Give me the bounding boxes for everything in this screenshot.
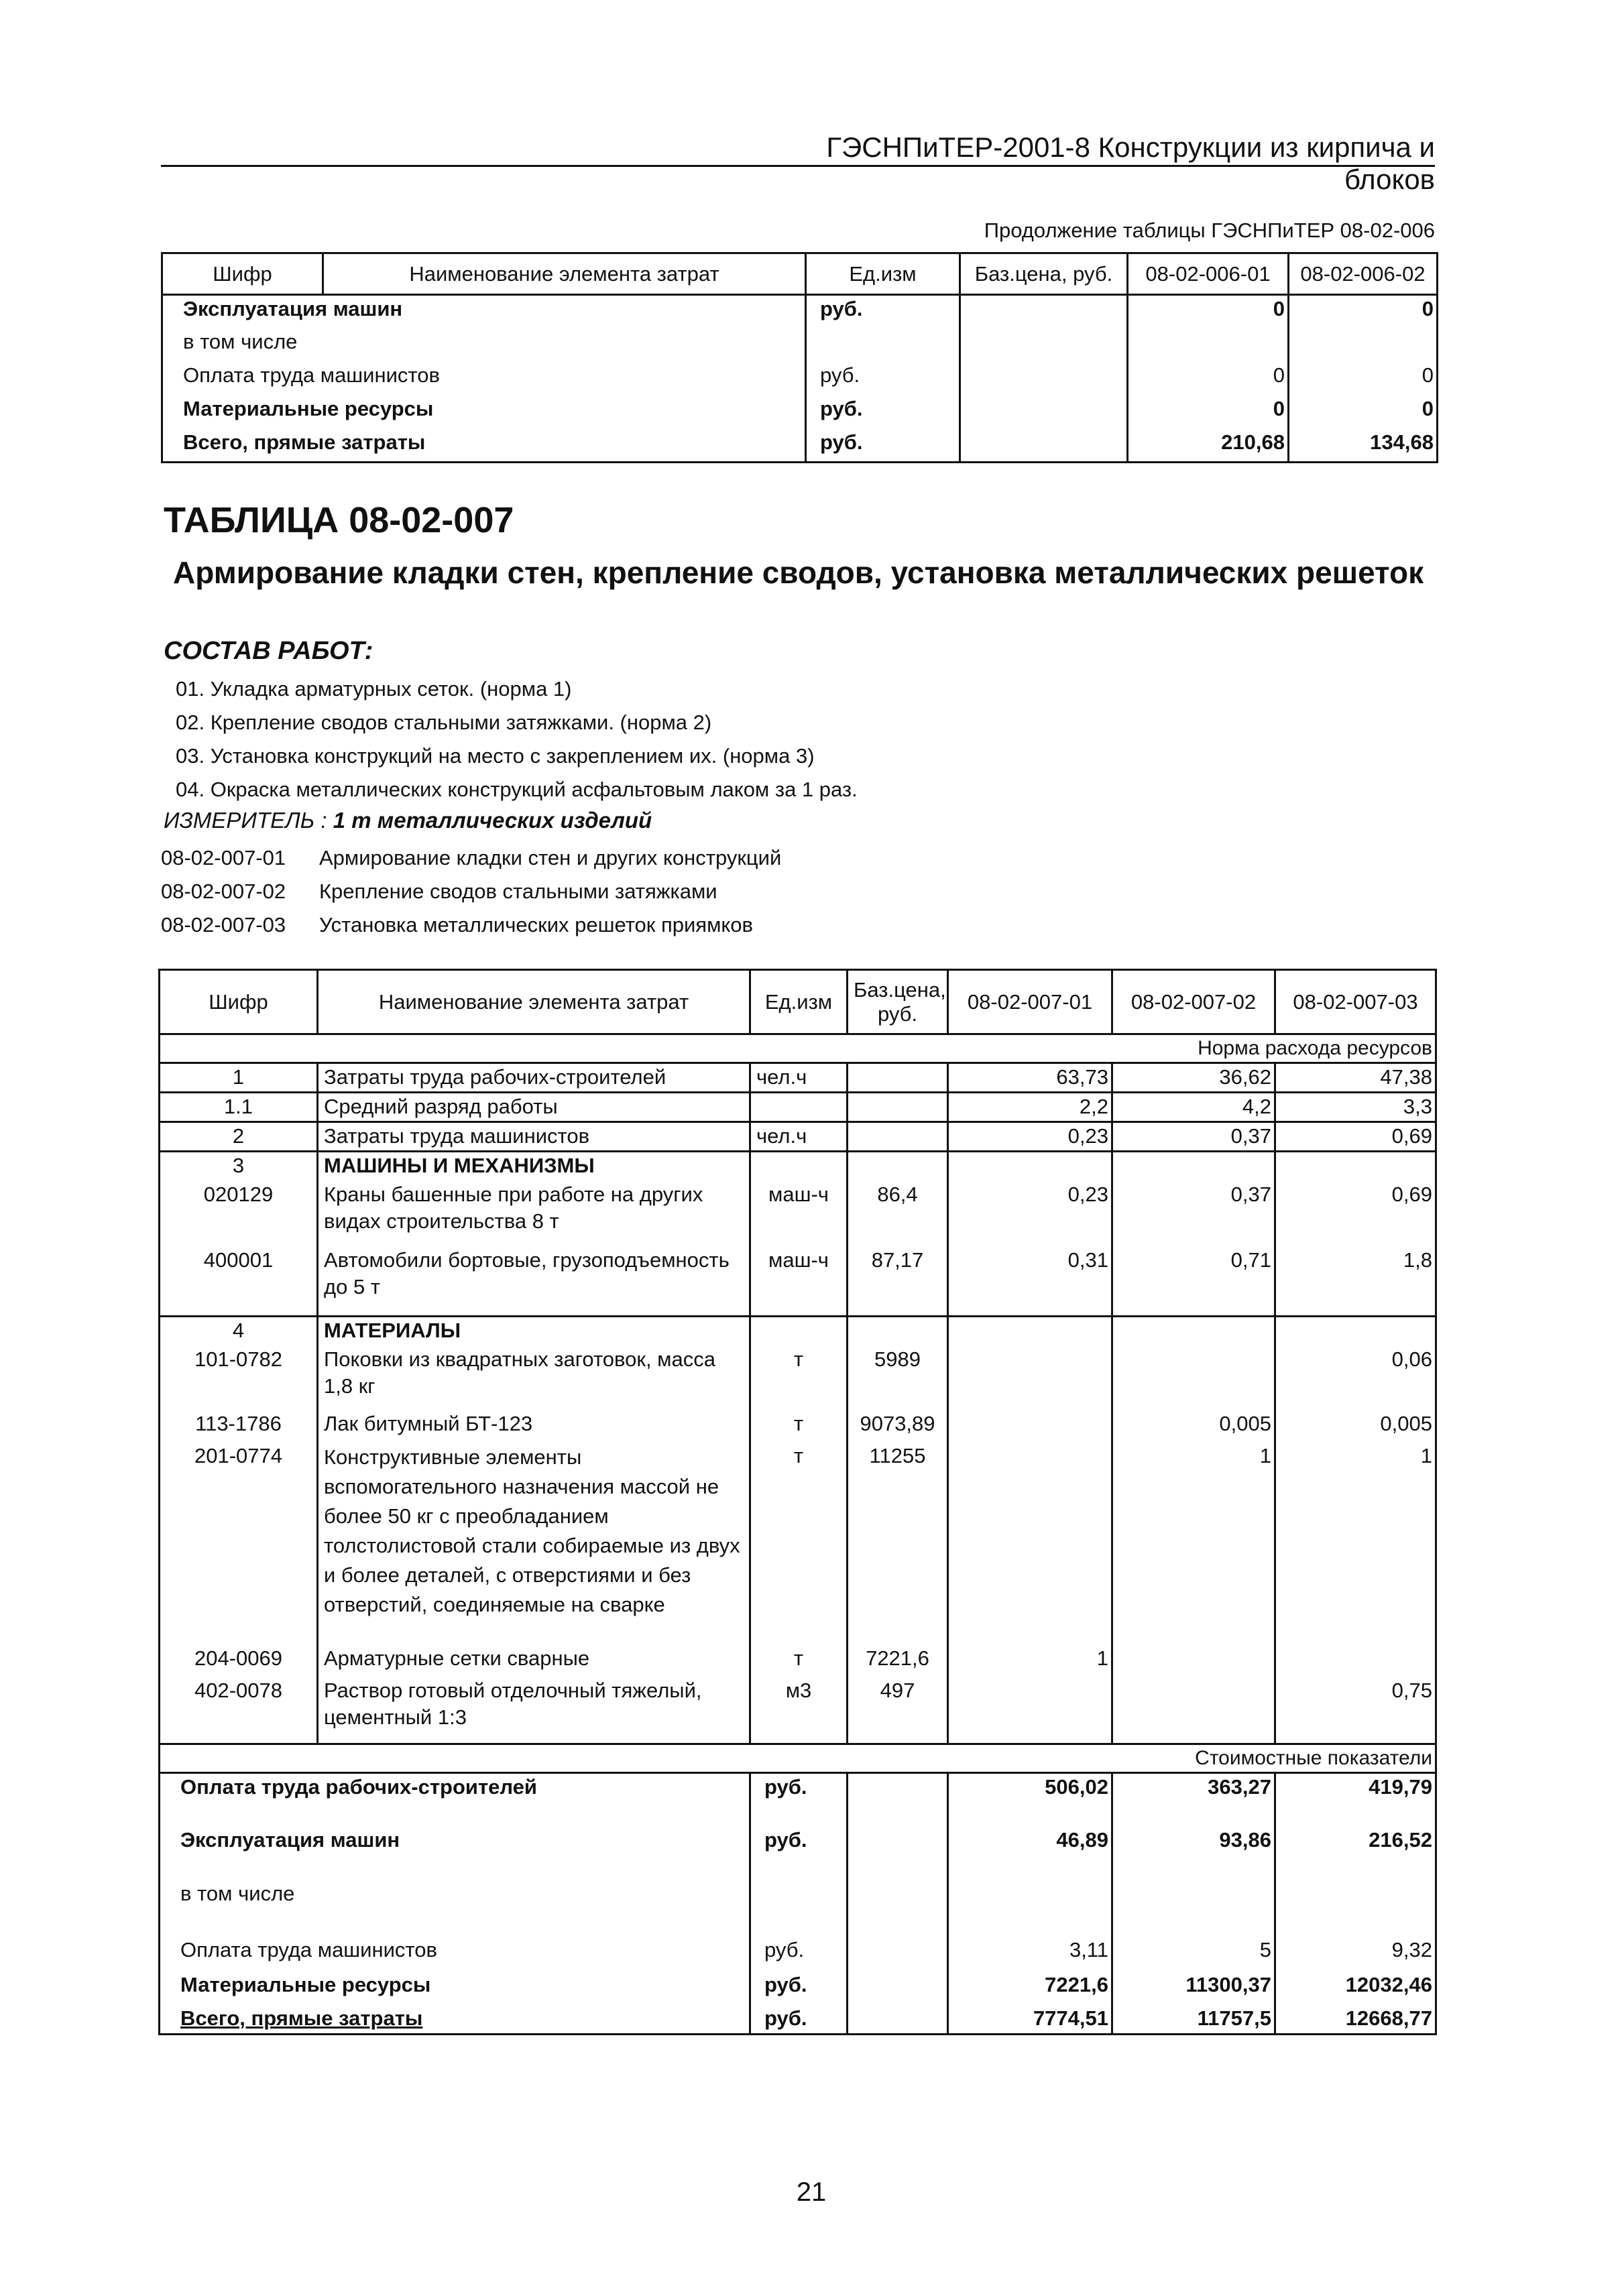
cost-v1: 7221,6: [948, 1972, 1112, 2005]
row-unit: т: [750, 1645, 848, 1677]
cost-unit: руб.: [750, 2005, 848, 2035]
prev-row-total: [162, 429, 1438, 463]
prev-row-v2: 0: [1289, 295, 1438, 328]
measurer-label: ИЗМЕРИТЕЛЬ :: [164, 808, 327, 833]
norm-item: [161, 913, 753, 937]
cost-v2: 363,27: [1112, 1773, 1275, 1827]
row-code: 1.1: [160, 1093, 318, 1122]
cost-v3: [1275, 1880, 1436, 1937]
prev-table: [161, 252, 1438, 463]
row-price: 5989: [848, 1346, 948, 1410]
table-row: [160, 1317, 1436, 1346]
prev-row-label: в том числе: [162, 328, 806, 362]
prev-row-v1: 0: [1128, 362, 1289, 396]
row-v3: 0,69: [1275, 1122, 1436, 1152]
row-name: Раствор готовый отделочный тяжелый, цементный 1:3: [318, 1677, 750, 1744]
cost-v2: [1112, 1880, 1275, 1937]
cost-v1: 7774,51: [948, 2005, 1112, 2035]
cost-label: в том числе: [160, 1880, 750, 1937]
row-v3: 1,8: [1275, 1247, 1436, 1317]
row-v3: [1275, 1317, 1436, 1346]
prev-header-col1: 08-02-006-01: [1128, 253, 1289, 295]
cost-price: [848, 1773, 948, 1827]
prev-row-label: Эксплуатация машин: [162, 295, 806, 328]
prev-row-v2: 0: [1289, 396, 1438, 429]
header-rule: [161, 165, 1435, 167]
cost-v3: 9,32: [1275, 1937, 1436, 1972]
cost-v3: 12032,46: [1275, 1972, 1436, 2005]
row-v1: [948, 1317, 1112, 1346]
row-price: 9073,89: [848, 1410, 948, 1443]
row-unit: маш-ч: [750, 1247, 848, 1317]
row-price: 7221,6: [848, 1645, 948, 1677]
row-price: 11255: [848, 1443, 948, 1645]
row-unit: [750, 1152, 848, 1181]
row-v3: 0,69: [1275, 1181, 1436, 1247]
row-v1: 0,23: [948, 1181, 1112, 1247]
norm-section-label: Норма расхода ресурсов: [160, 1034, 1436, 1063]
row-v3: 3,3: [1275, 1093, 1436, 1122]
row-price: [848, 1317, 948, 1346]
row-price: [848, 1152, 948, 1181]
work-item: 02. Крепление сводов стальными затяжками. (норма 2): [176, 711, 712, 734]
cost-unit: руб.: [750, 1937, 848, 1972]
prev-row-v1: 0: [1128, 396, 1289, 429]
cost-price: [848, 1827, 948, 1880]
row-name: Средний разряд работы: [318, 1093, 750, 1122]
cost-label: Оплата труда машинистов: [160, 1937, 750, 1972]
row-code: 204-0069: [160, 1645, 318, 1677]
cost-unit: руб.: [750, 1972, 848, 2005]
norm-code: 08-02-007-03: [161, 913, 286, 936]
cost-row: [160, 1972, 1436, 2005]
header-col1: 08-02-007-01: [948, 970, 1112, 1034]
row-code: 113-1786: [160, 1410, 318, 1443]
cost-section-row: [160, 1744, 1436, 1773]
table-row: [160, 1346, 1436, 1410]
prev-row-v2: 134,68: [1289, 429, 1438, 463]
main-table: [158, 969, 1437, 2035]
prev-row-v1: 0: [1128, 295, 1289, 328]
cost-v3: 216,52: [1275, 1827, 1436, 1880]
prev-row-price: [960, 362, 1128, 396]
norm-name: Крепление сводов стальными затяжками: [319, 880, 717, 903]
row-unit: [750, 1317, 848, 1346]
measurer-value: 1 т металлических изделий: [333, 808, 652, 833]
row-v2: [1112, 1645, 1275, 1677]
row-unit: т: [750, 1410, 848, 1443]
work-item: 01. Укладка арматурных сеток. (норма 1): [176, 677, 572, 701]
row-unit: т: [750, 1443, 848, 1645]
table-row: [160, 1152, 1436, 1181]
row-v3: 47,38: [1275, 1063, 1436, 1093]
prev-row-unit: руб.: [806, 362, 960, 396]
prev-row-v1: [1128, 328, 1289, 362]
table-row: [160, 1181, 1436, 1247]
header-price: Баз.цена, руб.: [848, 970, 948, 1034]
prev-row-v2: [1289, 328, 1438, 362]
cost-v1: 3,11: [948, 1937, 1112, 1972]
row-name: Лак битумный БТ-123: [318, 1410, 750, 1443]
cost-v1: [948, 1880, 1112, 1937]
prev-row-unit: руб.: [806, 396, 960, 429]
cost-unit: [750, 1880, 848, 1937]
prev-row-machines: [162, 295, 1438, 328]
row-v2: 0,37: [1112, 1122, 1275, 1152]
row-unit: чел.ч: [750, 1063, 848, 1093]
cost-row: [160, 1880, 1436, 1937]
norm-name: Установка металлических решеток приямков: [319, 913, 754, 936]
table-row: [160, 1063, 1436, 1093]
table-title: Армирование кладки стен, крепление сводов, установка металлических решеток: [173, 555, 1424, 590]
cost-v3: 419,79: [1275, 1773, 1436, 1827]
cost-v2: 93,86: [1112, 1827, 1275, 1880]
prev-row-v2: 0: [1289, 362, 1438, 396]
header-unit: Ед.изм: [750, 970, 848, 1034]
row-v3: [1275, 1645, 1436, 1677]
row-v2: [1112, 1317, 1275, 1346]
row-v2: 36,62: [1112, 1063, 1275, 1093]
row-price: 497: [848, 1677, 948, 1744]
prev-header-price: Баз.цена, руб.: [960, 253, 1128, 295]
table-row: [160, 1122, 1436, 1152]
table-row: [160, 1677, 1436, 1744]
row-name: Арматурные сетки сварные: [318, 1645, 750, 1677]
row-unit: [750, 1093, 848, 1122]
cost-label: Материальные ресурсы: [160, 1972, 750, 2005]
row-v2: 0,71: [1112, 1247, 1275, 1317]
row-name: МАТЕРИАЛЫ: [318, 1317, 750, 1346]
cost-price: [848, 1880, 948, 1937]
row-v3: 1: [1275, 1443, 1436, 1645]
prev-header-col2: 08-02-006-02: [1289, 253, 1438, 295]
composition-label: СОСТАВ РАБОТ:: [164, 637, 373, 665]
row-code: 101-0782: [160, 1346, 318, 1410]
row-v2: [1112, 1677, 1275, 1744]
prev-row-operators: [162, 362, 1438, 396]
row-unit: маш-ч: [750, 1181, 848, 1247]
row-v2: 0,005: [1112, 1410, 1275, 1443]
measurer: [164, 808, 652, 833]
row-v2: 0,37: [1112, 1181, 1275, 1247]
table-number: ТАБЛИЦА 08-02-007: [164, 500, 514, 540]
row-v2: [1112, 1152, 1275, 1181]
cost-v2: 11757,5: [1112, 2005, 1275, 2035]
row-v1: 0,23: [948, 1122, 1112, 1152]
prev-row-label: Оплата труда машинистов: [162, 362, 806, 396]
prev-row-price: [960, 295, 1128, 328]
page-number: 21: [796, 2177, 827, 2207]
row-v1: [948, 1443, 1112, 1645]
row-code: 020129: [160, 1181, 318, 1247]
row-v1: [948, 1677, 1112, 1744]
table-row: [160, 1247, 1436, 1317]
row-v3: [1275, 1152, 1436, 1181]
prev-row-unit: руб.: [806, 429, 960, 463]
row-v2: 1: [1112, 1443, 1275, 1645]
row-v2: 4,2: [1112, 1093, 1275, 1122]
cost-v1: 46,89: [948, 1827, 1112, 1880]
header-col2: 08-02-007-02: [1112, 970, 1275, 1034]
row-name: Поковки из квадратных заготовок, масса 1,8 кг: [318, 1346, 750, 1410]
cost-row: [160, 2005, 1436, 2035]
row-v3: 0,06: [1275, 1346, 1436, 1410]
row-v1: 1: [948, 1645, 1112, 1677]
row-unit: чел.ч: [750, 1122, 848, 1152]
table-row: [160, 1093, 1436, 1122]
row-v2: [1112, 1346, 1275, 1410]
header-col3: 08-02-007-03: [1275, 970, 1436, 1034]
row-v1: [948, 1410, 1112, 1443]
prev-row-label: Всего, прямые затраты: [162, 429, 806, 463]
row-v1: 63,73: [948, 1063, 1112, 1093]
prev-header-unit: Ед.изм: [806, 253, 960, 295]
continuation-note: Продолжение таблицы ГЭСНПиТЕР 08-02-006: [984, 219, 1435, 242]
cost-price: [848, 1937, 948, 1972]
row-unit: м3: [750, 1677, 848, 1744]
cost-row: [160, 1937, 1436, 1972]
cost-unit: руб.: [750, 1773, 848, 1827]
row-code: 402-0078: [160, 1677, 318, 1744]
row-name: Автомобили бортовые, грузоподъемность до 5 т: [318, 1247, 750, 1317]
row-code: 3: [160, 1152, 318, 1181]
header-code: Шифр: [160, 970, 318, 1034]
row-name: МАШИНЫ И МЕХАНИЗМЫ: [318, 1152, 750, 1181]
cost-row: [160, 1773, 1436, 1827]
row-v1: [948, 1152, 1112, 1181]
cost-row: [160, 1827, 1436, 1880]
prev-row-including: [162, 328, 1438, 362]
row-code: 1: [160, 1063, 318, 1093]
row-unit: т: [750, 1346, 848, 1410]
row-price: [848, 1122, 948, 1152]
page-header: ГЭСНПиТЕР-2001-8 Конструкции из кирпича и блоков: [826, 131, 1435, 195]
cost-v2: 11300,37: [1112, 1972, 1275, 2005]
prev-row-price: [960, 328, 1128, 362]
cost-label: Эксплуатация машин: [160, 1827, 750, 1880]
work-item: 03. Установка конструкций на место с закреплением их. (норма 3): [176, 744, 815, 768]
prev-row-price: [960, 396, 1128, 429]
row-v3: 0,005: [1275, 1410, 1436, 1443]
cost-v2: 5: [1112, 1937, 1275, 1972]
norm-code: 08-02-007-02: [161, 880, 286, 903]
prev-row-price: [960, 429, 1128, 463]
header-name: Наименование элемента затрат: [318, 970, 750, 1034]
prev-table-header: [162, 253, 1438, 295]
row-v1: 2,2: [948, 1093, 1112, 1122]
cost-section-label: Стоимостные показатели: [160, 1744, 1436, 1773]
prev-row-materials: [162, 396, 1438, 429]
cost-label: Оплата труда рабочих-строителей: [160, 1773, 750, 1827]
row-code: 400001: [160, 1247, 318, 1317]
row-code: 2: [160, 1122, 318, 1152]
table-row: [160, 1645, 1436, 1677]
work-item: 04. Окраска металлических конструкций асфальтовым лаком за 1 раз.: [176, 778, 858, 801]
cost-v1: 506,02: [948, 1773, 1112, 1827]
prev-row-unit: [806, 328, 960, 362]
cost-unit: руб.: [750, 1827, 848, 1880]
cost-label: Всего, прямые затраты: [160, 2005, 750, 2035]
norm-code: 08-02-007-01: [161, 846, 286, 869]
prev-header-code: Шифр: [162, 253, 323, 295]
main-table-header: [160, 970, 1436, 1034]
row-name: Затраты труда рабочих-строителей: [318, 1063, 750, 1093]
row-code: 201-0774: [160, 1443, 318, 1645]
prev-row-unit: руб.: [806, 295, 960, 328]
row-name: Затраты труда машинистов: [318, 1122, 750, 1152]
norm-name: Армирование кладки стен и других конструкций: [319, 846, 782, 869]
norm-item: [161, 846, 781, 870]
norm-section-row: [160, 1034, 1436, 1063]
row-name: Краны башенные при работе на других видах строительства 8 т: [318, 1181, 750, 1247]
row-price: [848, 1063, 948, 1093]
prev-header-name: Наименование элемента затрат: [323, 253, 806, 295]
row-price: [848, 1093, 948, 1122]
cost-price: [848, 2005, 948, 2035]
row-price: 86,4: [848, 1181, 948, 1247]
prev-row-label: Материальные ресурсы: [162, 396, 806, 429]
row-v3: 0,75: [1275, 1677, 1436, 1744]
norm-item: [161, 880, 717, 904]
row-name: Конструктивные элементы вспомогательного назначения массой не более 50 кг с преобладанием толстолистовой стали собираемые из двух и более деталей, с отверстиями и без отверстий, соединяемые на сварке: [318, 1443, 750, 1645]
row-code: 4: [160, 1317, 318, 1346]
cost-v3: 12668,77: [1275, 2005, 1436, 2035]
cost-price: [848, 1972, 948, 2005]
table-row: [160, 1443, 1436, 1645]
prev-row-v1: 210,68: [1128, 429, 1289, 463]
row-v1: 0,31: [948, 1247, 1112, 1317]
table-row: [160, 1410, 1436, 1443]
row-v1: [948, 1346, 1112, 1410]
row-price: 87,17: [848, 1247, 948, 1317]
